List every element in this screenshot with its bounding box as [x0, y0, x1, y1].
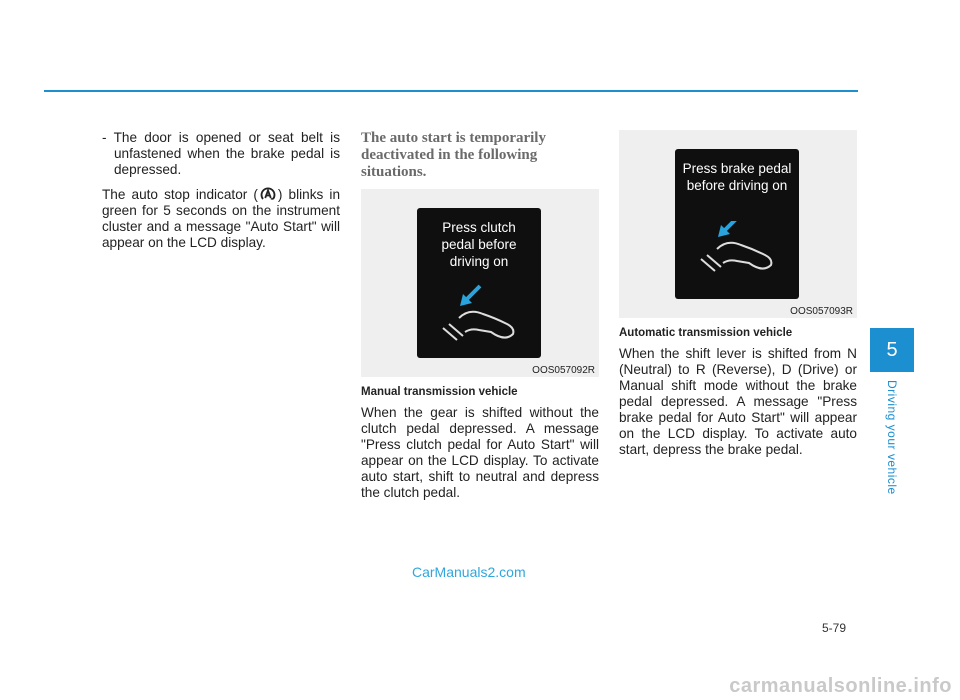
lcd-message-line-2: before driving on	[686, 178, 788, 193]
bullet-door-seatbelt: - The door is opened or seat belt is unfastened when the brake pedal is depressed.	[102, 130, 340, 177]
brake-pedal-foot-icon	[693, 221, 785, 291]
footer-watermark-bar	[0, 674, 960, 700]
header-rule	[44, 90, 858, 92]
figure-code: OOS057092R	[532, 365, 595, 376]
manual-transmission-description: When the gear is shifted without the clutch pedal depressed. A message "Press clutch pedal for Auto Start" will appear on the LCD display. To activate auto start, shift to neutral and depress the clutch pedal.	[361, 405, 599, 500]
site-watermark: CarManuals2.com	[412, 564, 526, 580]
chapter-title: Driving your vehicle	[885, 380, 899, 495]
paragraph-text-end: ) blinks in green for 5 seconds on the instrument cluster and a message "Auto Start" will appear on the LCD display.	[102, 187, 340, 250]
lcd-message-line-2: pedal before	[441, 237, 517, 252]
chapter-number-tab: 5	[870, 328, 914, 372]
lcd-message-line-1: Press clutch	[442, 220, 516, 235]
lcd-display	[675, 149, 799, 299]
page-number: 5-79	[822, 621, 847, 635]
column-2	[361, 130, 599, 509]
auto-stop-indicator-paragraph	[102, 186, 340, 251]
caption-automatic-transmission: Automatic transmission vehicle	[619, 327, 793, 339]
auto-stop-indicator-icon	[260, 186, 276, 202]
footer-watermark-text: carmanualsonline.info	[729, 675, 952, 697]
figure-automatic-transmission	[619, 130, 857, 318]
caption-manual-transmission: Manual transmission vehicle	[361, 386, 518, 398]
lcd-message	[675, 149, 799, 194]
column-3	[619, 130, 857, 466]
figure-code: OOS057093R	[790, 306, 853, 317]
section-heading: The auto start is temporarily deactivated in the following situations.	[361, 130, 546, 180]
paragraph-text-start: The auto stop indicator (	[102, 187, 258, 202]
lcd-message	[417, 208, 541, 270]
clutch-pedal-foot-icon	[435, 280, 527, 350]
automatic-transmission-description: When the shift lever is shifted from N (Neutral) to R (Reverse), D (Drive) or Manual shift mode without the brake pedal depressed. A message "Press brake pedal for Auto Start" will appear on the LCD display. To activate auto start, depress the brake pedal.	[619, 346, 857, 457]
lcd-message-line-3: driving on	[449, 254, 509, 269]
figure-manual-transmission	[361, 189, 599, 377]
lcd-message-line-1: Press brake pedal	[682, 161, 792, 176]
column-1	[102, 130, 340, 259]
lcd-display	[417, 208, 541, 358]
